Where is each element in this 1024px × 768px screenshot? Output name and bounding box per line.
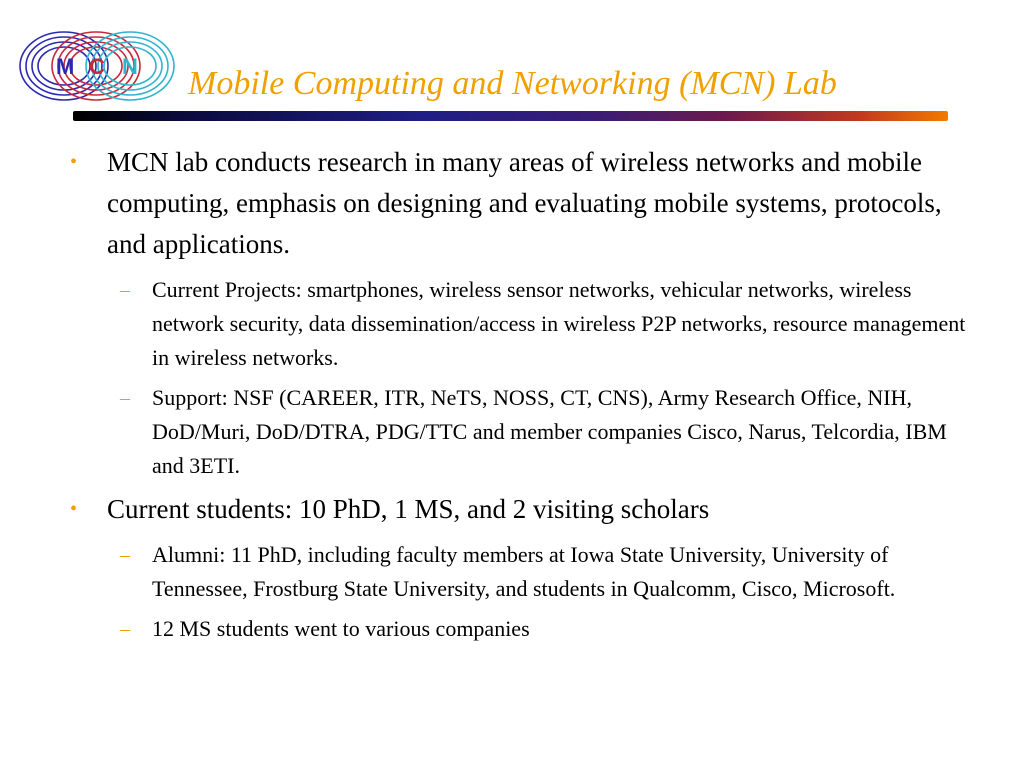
sub-bullet-text: 12 MS students went to various companies <box>152 616 530 641</box>
dash-icon: – <box>120 544 130 566</box>
slide-body <box>70 142 970 652</box>
bullet-icon: • <box>70 151 78 173</box>
slide-title: Mobile Computing and Networking (MCN) Lab <box>188 65 837 102</box>
sub-bullet-item <box>70 538 970 606</box>
dash-icon: – <box>120 387 130 409</box>
sub-bullet-item <box>70 381 970 483</box>
bullet-item <box>70 142 970 265</box>
logo-letter-c: C <box>89 54 105 79</box>
bullet-item <box>70 489 970 530</box>
title-divider <box>73 111 948 121</box>
dash-icon: – <box>120 279 130 301</box>
logo-letter-n: N <box>122 54 138 79</box>
sub-bullet-item <box>70 273 970 375</box>
sub-bullet-item <box>70 612 970 646</box>
sub-bullet-text: Current Projects: smartphones, wireless sensor networks, vehicular networks, wireless network security, data dissemination/access in wireless P2P networks, resource management in wireless networks. <box>152 277 966 370</box>
dash-icon: – <box>120 618 130 640</box>
sub-bullet-text: Support: NSF (CAREER, ITR, NeTS, NOSS, CT, CNS), Army Research Office, NIH, DoD/Muri, DoD/DTRA, PDG/TTC and member companies Cisco, Narus, Telcordia, IBM and 3ETI. <box>152 385 947 478</box>
mcn-logo <box>16 28 186 104</box>
sub-bullet-text: Alumni: 11 PhD, including faculty members at Iowa State University, University of Tennessee, Frostburg State University, and students in Qualcomm, Cisco, Microsoft. <box>152 542 896 601</box>
bullet-icon: • <box>70 498 78 520</box>
logo-letter-m: M <box>56 54 75 79</box>
bullet-text: Current students: 10 PhD, 1 MS, and 2 visiting scholars <box>107 494 710 524</box>
bullet-text: MCN lab conducts research in many areas of wireless networks and mobile computing, emphasis on designing and evaluating mobile systems, protocols, and applications. <box>107 147 942 259</box>
